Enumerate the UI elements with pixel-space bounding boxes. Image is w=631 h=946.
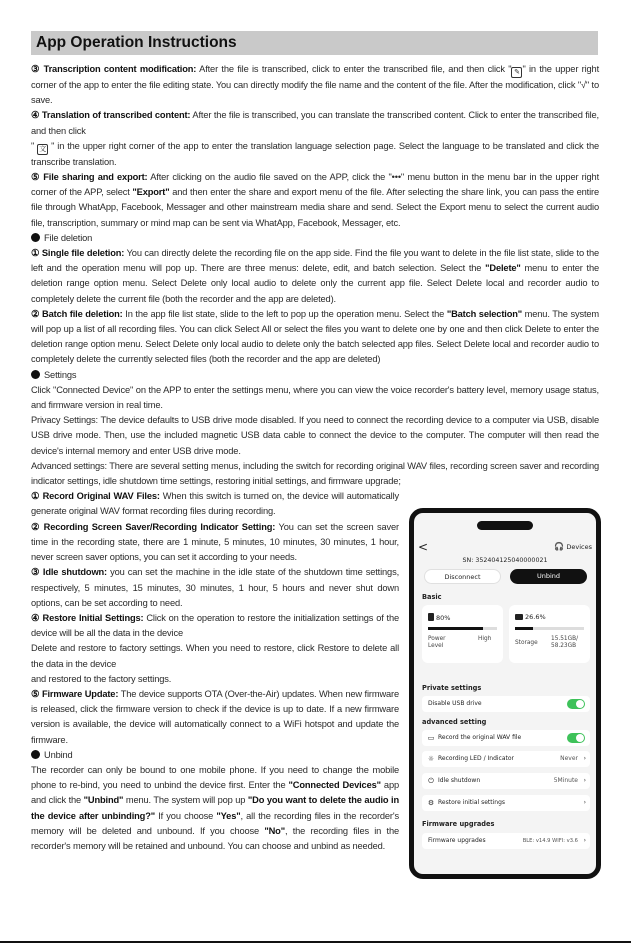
- wav-row[interactable]: [422, 730, 590, 746]
- heading-text: Settings: [44, 369, 77, 380]
- heading-text: File deletion: [44, 232, 93, 243]
- batch-term: "Batch selection": [446, 308, 523, 319]
- paragraph-translation: ④ Translation of transcribed content: After the file is transcribed, you can translate the transcribed content. Click to enter the transcribed file, and then click " 文 " in the upper right corner of the app to enter the translation language selection page. Select the language to be translated and click the transcribe translation.: [31, 110, 599, 167]
- chevron-right-icon: ›: [583, 837, 586, 844]
- idle-label: Idle shutdown: [438, 777, 481, 784]
- text: After the file is transcribed, click to enter the transcribed file, and then click ": [196, 64, 512, 74]
- storage-label: Storage: [515, 640, 538, 646]
- bullet-icon: [31, 370, 40, 379]
- text: Click on the operation to restore the initialization settings of the device will be all the data in the device: [31, 612, 399, 639]
- paragraph-screen-saver: [31, 520, 399, 566]
- delete-term: "Delete": [485, 263, 521, 274]
- paragraph-record-wav: [31, 489, 399, 519]
- paragraph-advanced: Advanced settings: There are several setting menus, including the switch for recording original WAV files, recording screen saver and recording indicator settings, idle shutdown time settings, restoring initial settings, and firmware upgrade;: [31, 460, 599, 487]
- led-value: Never: [560, 755, 578, 762]
- private-settings-heading: Private settings: [422, 684, 482, 692]
- unbind-term: "Unbind": [83, 795, 124, 806]
- text: In the app file list state, slide to the left to pop up the operation menu. Select the: [122, 308, 447, 319]
- paragraph-firmware: [31, 687, 399, 748]
- usb-drive-row[interactable]: [422, 696, 590, 712]
- storage-value: [515, 613, 546, 621]
- power-fill: [428, 627, 483, 630]
- edit-icon: ✎: [511, 67, 522, 78]
- wav-label: Record the original WAV file: [438, 734, 522, 741]
- advanced-setting-heading: advanced setting: [422, 718, 487, 726]
- paragraph-single-deletion: [31, 246, 599, 307]
- text: , the recording files in the recorder's memory will be retained and unbound. You can choose and unbind as needed.: [31, 825, 399, 851]
- bullet-icon: [31, 750, 40, 759]
- text: , all the recording files in the recorder's memory will be deleted and unbound. If you choose: [31, 810, 399, 836]
- paragraph-unbind: [31, 763, 399, 854]
- text: you can set the machine in the idle state of the shutdown time settings, respectively, 5 minutes, 15 minutes, 30 minutes, 1 hour, 5 hours and never shut down options, can be set according to need.: [31, 567, 399, 608]
- text: menu. The system will pop up a list of all recording files. You can click Select All or select the files you want to delete one by one and then click Delete to enter the deletion range option menu. Select Delete only local audio to delete only the batch selected app files. Select Delete local and recorder audio to completely delete the currently selected files (both the recorder and the app are deleted): [31, 308, 600, 365]
- paragraph-transcription-modification: [31, 62, 599, 108]
- disconnect-button[interactable]: Disconnect: [424, 569, 501, 584]
- wav-toggle[interactable]: [567, 733, 585, 743]
- storage-text: 26.6%: [525, 613, 546, 621]
- led-row[interactable]: [422, 751, 590, 767]
- label: ④ Translation of transcribed content:: [31, 110, 191, 121]
- heading-text: Unbind: [44, 749, 73, 760]
- label: ② Recording Screen Saver/Recording Indicator Setting:: [31, 521, 276, 532]
- paragraph-restore-2: Delete and restore to factory settings. When you need to restore, click Restore to delete all the data in the device: [31, 643, 399, 669]
- power-text: 80%: [436, 614, 451, 622]
- bullet-icon: [31, 233, 40, 242]
- label: ⑤ Firmware Update:: [31, 688, 119, 699]
- firmware-label: Firmware upgrades: [428, 837, 486, 844]
- label: ④ Restore Initial Settings:: [31, 612, 144, 623]
- text: and then enter the share and export menu of the file. After selecting the share link, you can pass the entire file through WhatApp, Facebook, Messager and other mainstream media share and send. Select the Export menu to select the current audio file, transcription, summary or mind map can be sent via WhatApp, Facebook, Messager, etc.: [31, 187, 599, 228]
- power-tile: [422, 605, 503, 663]
- text: You can directly delete the recording file on the app side. Find the file you want to delete in the file list state, slide to the left and the operation menu will pop up. There are three menus: delete, edit, and batch selection. Select the: [31, 248, 599, 274]
- heading-settings: [31, 368, 599, 383]
- storage-fill: [515, 627, 533, 630]
- text: The device supports OTA (Over-the-Air) updates. When new firmware is released, click the firmware version to check if the device is up to date. If a new firmware version is available, the device will automatically connect to a WiFi hotspot and update the firmware.: [31, 688, 399, 745]
- restore-row[interactable]: [422, 795, 590, 811]
- restore-label: Restore initial settings: [438, 799, 506, 806]
- battery-icon: [428, 613, 434, 621]
- export-term: "Export": [132, 187, 170, 198]
- text: menu to enter the deletion range option menu. Select Delete only local audio to delete only the current app file. Select Delete local and recorder audio to completely delete the current file (both the recorder and the app are deleted).: [31, 263, 599, 304]
- label: ① Single file deletion:: [31, 248, 125, 259]
- unbind-button[interactable]: Unbind: [510, 569, 587, 584]
- narrow-column: [31, 489, 399, 854]
- phone-notch: [477, 521, 533, 530]
- text: After clicking on the audio file saved on the APP, click the "•••" menu button in the menu bar in the upper right corner of the APP, select: [31, 172, 600, 198]
- serial-number: SN: 352404125040000021: [462, 557, 548, 564]
- text: app and click the: [31, 780, 399, 806]
- chevron-right-icon: ›: [583, 755, 586, 762]
- paragraph-idle-shutdown: [31, 565, 399, 611]
- label: ③ Transcription content modification:: [31, 64, 197, 74]
- text: menu. The system will pop up: [123, 795, 248, 806]
- power-value: [428, 613, 450, 622]
- storage-icon: [515, 614, 523, 620]
- paragraph-privacy: Privacy Settings: The device defaults to USB drive mode disabled. If you need to connect the recording device to a computer via USB, disable USB drive mode. Then, use the included magnetic USB data cable to connect the device to the computer. The computer will then read the device's internal memory and enter USB drive mode.: [31, 415, 599, 456]
- paragraph-sharing: [31, 170, 599, 231]
- storage-tile: [509, 605, 590, 663]
- idle-value: 5Minute: [553, 777, 578, 784]
- basic-heading: Basic: [422, 593, 442, 601]
- chevron-right-icon: ›: [583, 799, 586, 806]
- phone-mockup: [409, 508, 601, 879]
- text: The recorder can only be bound to one mobile phone. If you need to change the mobile phone to re-bind, you need to unbind the device first. Enter the: [31, 764, 399, 791]
- gear-icon: ⚙: [427, 799, 435, 807]
- firmware-row[interactable]: [422, 833, 590, 849]
- heading-file-deletion: [31, 231, 599, 246]
- usb-drive-toggle[interactable]: [567, 699, 585, 709]
- chevron-right-icon: ›: [583, 777, 586, 784]
- text: After the file is transcribed, you can translate the transcribed content. Click to enter the transcribed file, and then click: [31, 110, 599, 136]
- translate-icon: 文: [37, 144, 48, 155]
- paragraph-batch-deletion: [31, 307, 599, 368]
- storage-bar: [515, 627, 584, 630]
- firmware-value: BLE: v14.9 WIFI: v3.6: [522, 838, 578, 844]
- text: " in the upper right corner of the app to enter the file editing state. You can directly modify the file name and the content of the file. After the modification, click "√" to save.: [31, 64, 600, 106]
- power-state: High: [478, 636, 492, 642]
- phone-topbar: [414, 538, 596, 554]
- back-chevron-icon[interactable]: <: [418, 540, 429, 554]
- connection-buttons: [424, 569, 587, 584]
- footer-rule: [0, 941, 631, 943]
- question-term: "Do you want to delete the audio in the device after unbinding?": [31, 795, 399, 821]
- power-icon: ⏻: [428, 777, 434, 785]
- label: ② Batch file deletion:: [31, 308, 123, 319]
- connected-devices-term: "Connected Devices": [288, 780, 381, 791]
- recorder-icon: ▭: [427, 734, 435, 742]
- power-label: Power Level: [428, 636, 446, 649]
- power-bar: [428, 627, 497, 630]
- usb-drive-label: Disable USB drive: [428, 700, 482, 707]
- paragraph-restore-3: and restored to the factory settings.: [31, 673, 172, 684]
- paragraph-restore: [31, 611, 399, 641]
- page-title: App Operation Instructions: [31, 31, 598, 55]
- heading-unbind: [31, 748, 399, 763]
- firmware-heading: Firmware upgrades: [422, 820, 495, 828]
- lightbulb-icon: ☼: [427, 755, 435, 763]
- headphones-icon: 🎧: [554, 542, 565, 551]
- label: ⑤ File sharing and export:: [31, 172, 148, 183]
- text: " in the upper right corner of the app to enter the translation language selection page. Select the language to be translated and click the transcribe translation.: [31, 140, 599, 167]
- paragraph-settings: Click "Connected Device" on the APP to enter the settings menu, where you can view the voice recorder's battery level, memory usage status, and firmware version in real time.: [31, 384, 599, 411]
- yes-term: "Yes": [216, 810, 241, 821]
- no-term: "No": [264, 825, 285, 836]
- label: ① Record Original WAV Files:: [31, 491, 160, 502]
- storage-amount: 15.51GB/ 58.23GB: [551, 636, 579, 649]
- text: You can set the screen saver time in the recording state, there are 1 minute, 5 minutes, 10 minutes, 30 minutes, 1 hour, never screen saver options, you can set it according to your needs.: [31, 521, 399, 563]
- devices-label: Devices: [566, 543, 592, 551]
- led-label: Recording LED / Indicator: [438, 755, 515, 762]
- label: ③ Idle shutdown:: [31, 567, 108, 578]
- devices-link[interactable]: [554, 542, 592, 551]
- text: When this switch is turned on, the device will automatically generate original WAV format recording files during recording.: [31, 491, 399, 517]
- text: If you choose: [154, 810, 217, 821]
- idle-row[interactable]: [422, 773, 590, 789]
